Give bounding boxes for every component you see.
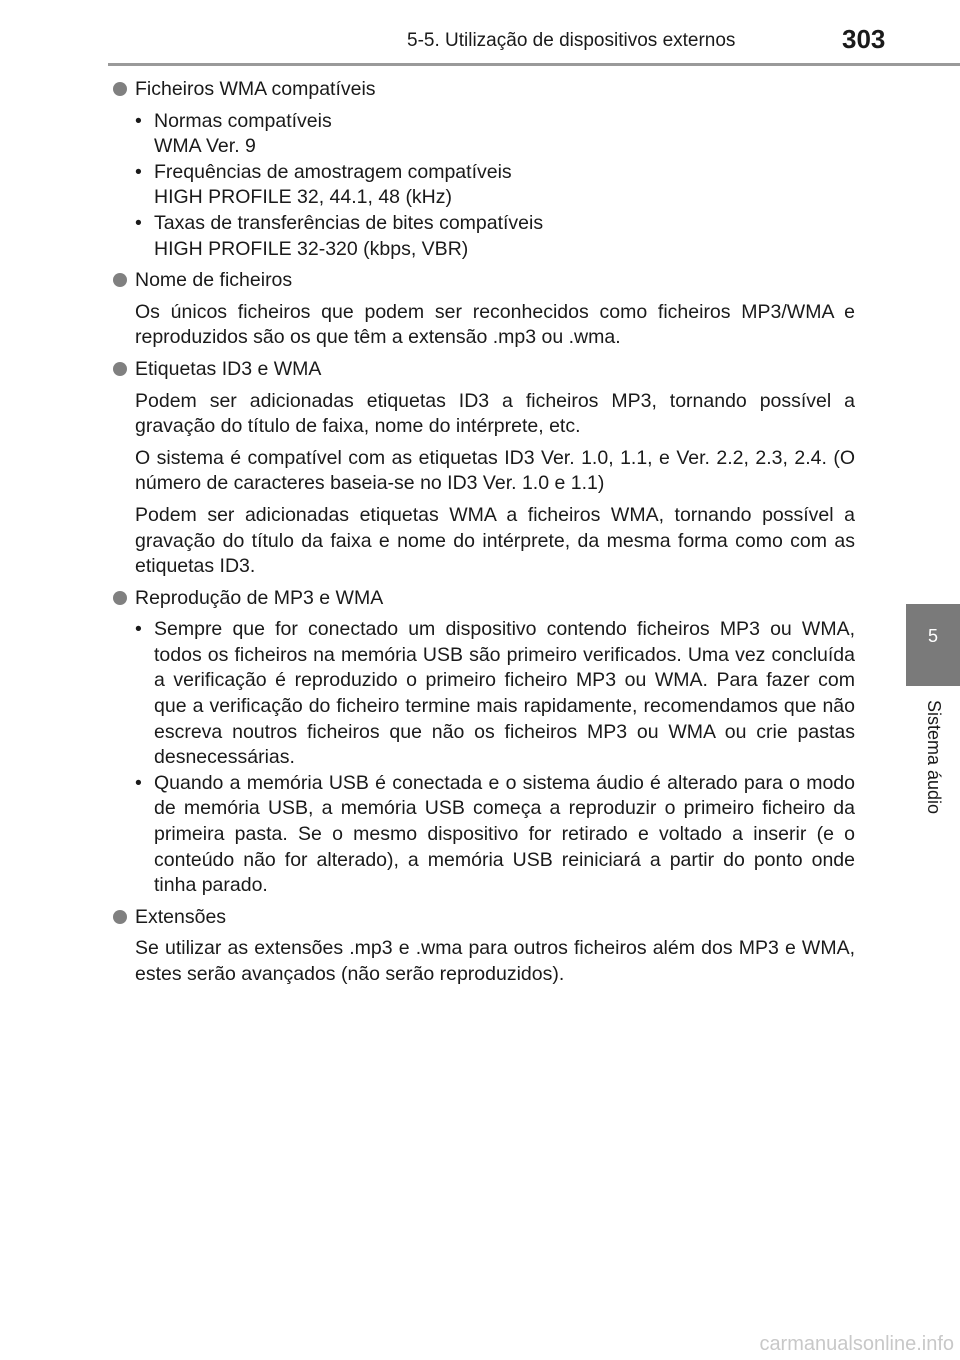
paragraph: Se utilizar as extensões .mp3 e .wma para outros ficheiros além dos MP3 e WMA, estes serão avançados (não serão reproduzidos). [135,937,855,985]
page-content [113,77,855,988]
item-title: Etiquetas ID3 e WMA [135,357,322,380]
bullet-value: HIGH PROFILE 32-320 (kbps, VBR) [154,237,469,260]
bullet-dot-icon [113,82,127,96]
list-item [113,77,855,262]
bullet-item: • Frequências de amostragem compatíveis [135,160,855,186]
chapter-title: Sistema áudio [924,700,944,815]
bullet-dot-icon [113,362,127,376]
bullet-value: WMA Ver. 9 [154,135,256,158]
bullet-dot-icon [113,273,127,287]
paragraph: Podem ser adicionadas etiquetas ID3 a ficheiros MP3, tornando possível a gravação do título de faixa, nome do intérprete, etc. [135,389,855,438]
item-title: Ficheiros WMA compatíveis [135,78,376,100]
list-item [113,357,855,580]
paragraph: Os únicos ficheiros que podem ser reconhecidos como ficheiros MP3/WMA e reproduzidos são os que têm a extensão .mp3 ou .wma. [135,300,855,349]
bullet-item: • Quando a memória USB é conectada e o sistema áudio é alterado para o modo de memória USB, a memória USB começa a reproduzir o primeiro ficheiro da primeira pasta. Se o mesmo dispositivo for retirado e voltado a inserir (e o conteúdo não for alterado), a memória USB reiniciará a partir do ponto onde tinha parado. [135,771,855,899]
list-item [113,586,855,899]
header-divider [108,63,960,66]
bullet-value: HIGH PROFILE 32, 44.1, 48 (kHz) [154,186,453,209]
chapter-number: 5 [927,626,938,646]
bullet-dot-icon [113,910,127,924]
item-title: Reprodução de MP3 e WMA [135,586,384,609]
list-item [113,268,855,351]
paragraph: Podem ser adicionadas etiquetas WMA a ficheiros WMA, tornando possível a gravação do título da faixa e nome do intérprete, da mesma forma como com as etiquetas ID3. [135,503,855,578]
item-title: Nome de ficheiros [135,269,293,292]
bullet-item: • Taxas de transferências de bites compatíveis [135,211,855,237]
item-title: Extensões [135,905,227,928]
section-title: 5-5. Utilização de dispositivos externos [407,30,736,51]
watermark: carmanualsonline.info [759,1333,954,1355]
page-header [0,0,960,64]
bullet-item: • Sempre que for conectado um dispositivo contendo ficheiros MP3 ou WMA, todos os ficheiros na memória USB são primeiro verificados. Uma vez concluída a verificação é reproduzido o primeiro ficheiro MP3 ou WMA. Para fazer com que a verificação do ficheiro termine mais rapidamente, recomendamos que não escreva noutros ficheiros que não os ficheiros MP3 ou WMA ou crie pastas desnecessárias. [135,617,855,771]
chapter-tab [906,604,960,686]
list-item [113,905,855,988]
paragraph: O sistema é compatível com as etiquetas ID3 Ver. 1.0, 1.1, e Ver. 2.2, 2.3, 2.4. (O número de caracteres baseia-se no ID3 Ver. 1.0 e 1.1) [135,446,855,495]
bullet-dot-icon [113,591,127,605]
page-number: 303 [842,24,886,54]
bullet-item: • Normas compatíveis [135,109,855,135]
